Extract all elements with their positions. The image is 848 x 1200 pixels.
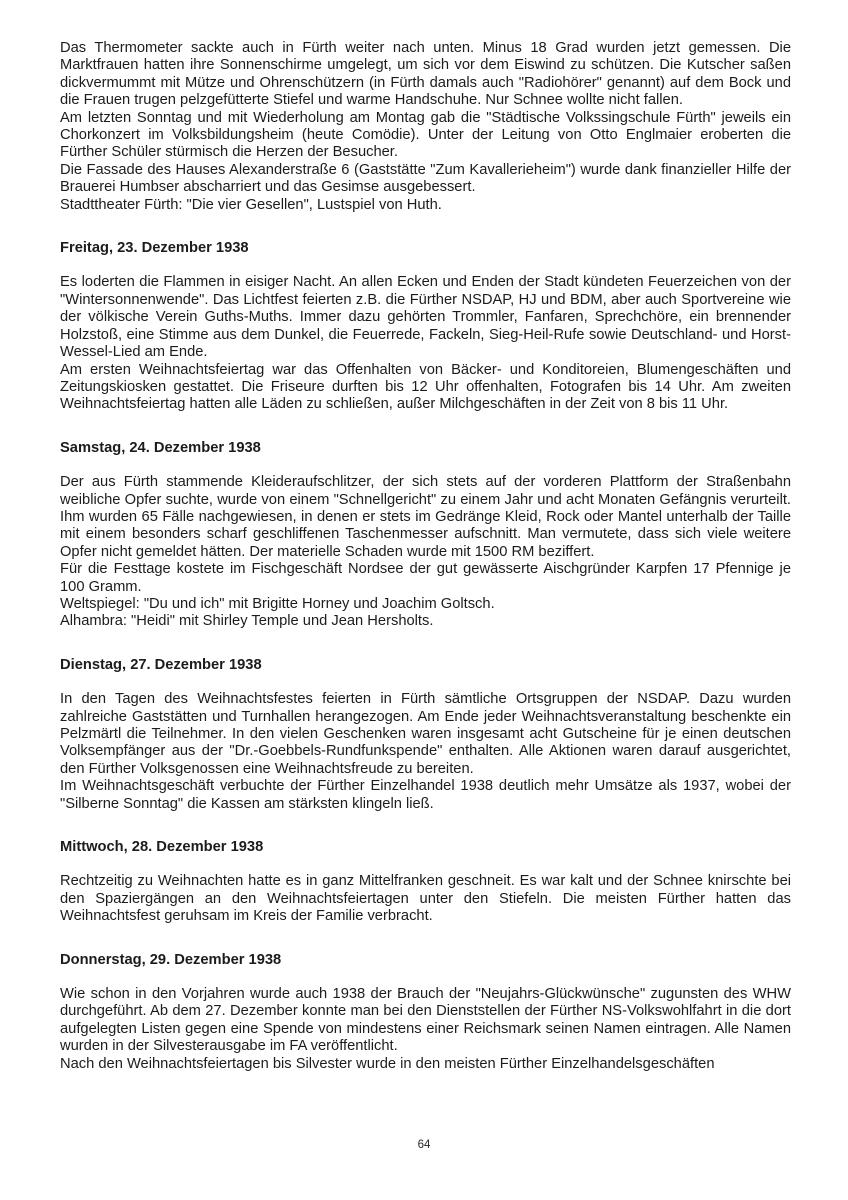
document-section <box>60 40 791 214</box>
paragraph: Im Weihnachtsgeschäft verbuchte der Fürther Einzelhandel 1938 deutlich mehr Umsätze als 1937, wobei der "Silberne Sonntag" die Kassen am stärksten klingeln ließ. <box>60 778 791 812</box>
paragraph: Nach den Weihnachtsfeiertagen bis Silvester wurde in den meisten Fürther Einzelhandelsgeschäften <box>60 1055 715 1072</box>
paragraph: In den Tagen des Weihnachtsfestes feierten in Fürth sämtliche Ortsgruppen der NSDAP. Dazu wurden zahlreiche Gaststätten und Turnhallen herangezogen. Am Ende jeder Weihnachtsveranstaltung beschenkte ein Pelzmärtl die Teilnehmer. In den vielen Geschenken waren insgesamt acht Gutscheine für je einen deutschen Volksempfänger aus der "Dr.-Goebbels-Rundfunkspende" enthalten. Alle Aktionen waren darauf ausgerichtet, den Fürther Volksgenossen eine Weihnachtsfreude zu bereiten. <box>60 691 791 777</box>
document-body <box>60 40 791 1073</box>
section-heading: Dienstag, 27. Dezember 1938 <box>60 656 262 673</box>
section-heading: Samstag, 24. Dezember 1938 <box>60 439 261 456</box>
section-heading: Mittwoch, 28. Dezember 1938 <box>60 839 264 856</box>
paragraph: Für die Festtage kostete im Fischgeschäft Nordsee der gut gewässerte Aischgründer Karpfen 17 Pfennige je 100 Gramm. <box>60 561 791 595</box>
paragraph: Weltspiegel: "Du und ich" mit Brigitte Horney und Joachim Goltsch. <box>60 595 495 612</box>
document-section <box>60 657 791 813</box>
paragraph: Stadttheater Fürth: "Die vier Gesellen", Lustspiel von Huth. <box>60 196 442 213</box>
paragraph: Das Thermometer sackte auch in Fürth weiter nach unten. Minus 18 Grad wurden jetzt gemessen. Die Marktfrauen hatten ihre Sonnenschirme umgelegt, um sich vor dem Eiswind zu schützen. Die Kutscher saßen dickvermummt mit Mütze und Ohrenschützern (in Fürth damals auch "Radiohörer" genannt) auf dem Bock und die Frauen trugen pelzgefütterte Stiefel und warme Handschuhe. Nur Schnee wollte nicht fallen. <box>60 40 791 109</box>
paragraph: Rechtzeitig zu Weihnachten hatte es in ganz Mittelfranken geschneit. Es war kalt und der Schnee knirschte bei den Spaziergängen an den Weihnachtsfeiertagen unter den Stiefeln. Die meisten Fürther hatten das Weihnachtsfest geruhsam im Kreis der Familie verbracht. <box>60 873 791 925</box>
document-section <box>60 952 791 1073</box>
document-section <box>60 440 791 631</box>
document-section <box>60 839 791 926</box>
paragraph: Der aus Fürth stammende Kleideraufschlitzer, der sich stets auf der vorderen Plattform der Straßenbahn weibliche Opfer suchte, wurde von einem "Schnellgericht" zu einem Jahr und acht Monaten Gefängnis verurteilt. Ihm wurden 65 Fälle nachgewiesen, in denen er stets im Gedränge Kleid, Rock oder Mantel unterhalb der Taille mit einem besonders scharf geschliffenen Taschenmesser aufschnitt. Man vermutete, dass sich viele weitere Opfer nicht gemeldet hätten. Der materielle Schaden wurde mit 1500 RM beziffert. <box>60 474 791 560</box>
page-number: 64 <box>417 1139 431 1151</box>
document-section <box>60 240 791 414</box>
section-heading: Donnerstag, 29. Dezember 1938 <box>60 951 282 968</box>
section-heading: Freitag, 23. Dezember 1938 <box>60 240 249 257</box>
paragraph: Am ersten Weihnachtsfeiertag war das Offenhalten von Bäcker- und Konditoreien, Blumengeschäften und Zeitungskiosken gestattet. Die Friseure durften bis 12 Uhr offenhalten, Fotografen bis 14 Uhr. Am zweiten Weihnachtsfeiertag hatten alle Läden zu schließen, außer Milchgeschäften in der Zeit von 8 bis 11 Uhr. <box>60 361 791 413</box>
paragraph: Es loderten die Flammen in eisiger Nacht. An allen Ecken und Enden der Stadt kündeten Feuerzeichen von der "Wintersonnenwende". Das Lichtfest feierten z.B. die Fürther NSDAP, HJ und BDM, aber auch Sportvereine wie der völkische Verein Guths-Muths. Immer dazu gehörten Trommler, Fanfaren, Sprechchöre, ein brennender Holzstoß, eine Stimme aus dem Dunkel, die Feuerrede, Fackeln, Sieg-Heil-Rufe sowie Deutschland- und Horst-Wessel-Lied am Ende. <box>60 274 791 361</box>
paragraph: Wie schon in den Vorjahren wurde auch 1938 der Brauch der "Neujahrs-Glückwünsche" zugunsten des WHW durchgeführt. Ab dem 27. Dezember konnte man bei den Dienststellen der Fürther NS-Volkswohlfahrt in die dort aufgelegten Listen gegen eine Spende von mindestens einer Reichsmark seinen Namen eintragen. Alle Namen wurden in der Silvesterausgabe im FA veröffentlicht. <box>60 986 791 1055</box>
paragraph: Am letzten Sonntag und mit Wiederholung am Montag gab die "Städtische Volkssingschule Fürth" jeweils ein Chorkonzert im Volksbildungsheim (heute Comödie). Unter der Leitung von Otto Englmaier eroberten die Fürther Schüler stürmisch die Herzen der Besucher. <box>60 109 791 161</box>
paragraph: Alhambra: "Heidi" mit Shirley Temple und Jean Hersholts. <box>60 613 434 630</box>
paragraph: Die Fassade des Hauses Alexanderstraße 6 (Gaststätte "Zum Kavallerieheim") wurde dank finanzieller Hilfe der Brauerei Humbser abscharriert und das Gesimse ausgebessert. <box>60 161 791 196</box>
